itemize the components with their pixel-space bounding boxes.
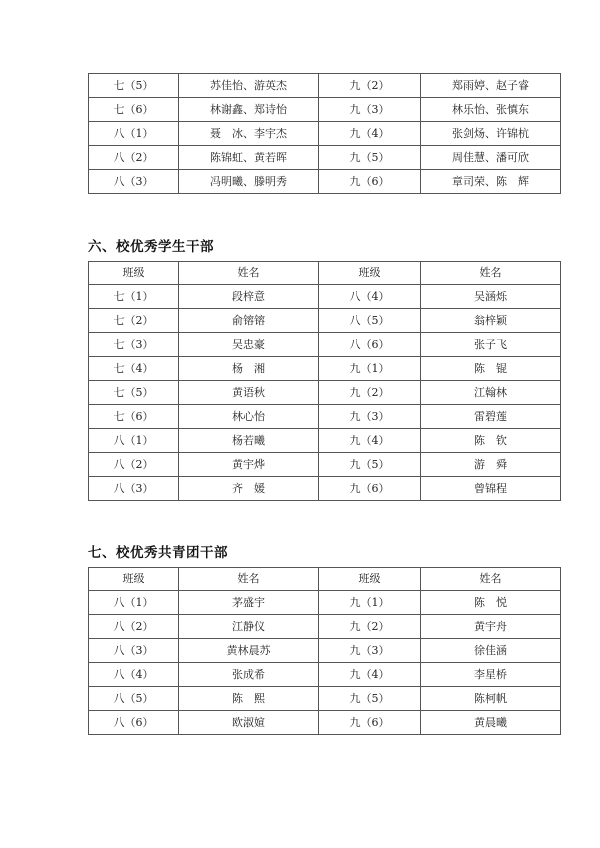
column-header-class: 班级	[89, 262, 179, 285]
class-cell: 九（3）	[319, 98, 421, 122]
table-row	[89, 357, 561, 381]
name-cell: 吴忠豪	[179, 333, 319, 357]
name-cell: 黄林晨苏	[179, 639, 319, 663]
class-cell: 九（1）	[319, 591, 421, 615]
class-cell: 九（4）	[319, 429, 421, 453]
name-cell: 林谢鑫、郑诗怡	[179, 98, 319, 122]
name-cell: 徐佳涵	[421, 639, 561, 663]
class-cell: 七（5）	[89, 74, 179, 98]
name-cell: 游 舜	[421, 453, 561, 477]
class-cell: 九（6）	[319, 170, 421, 194]
class-cell: 八（3）	[89, 477, 179, 501]
column-header-class: 班级	[319, 262, 421, 285]
class-cell: 八（1）	[89, 429, 179, 453]
class-cell: 九（3）	[319, 405, 421, 429]
name-cell: 苏佳怡、游英杰	[179, 74, 319, 98]
class-cell: 八（5）	[319, 309, 421, 333]
class-cell: 九（5）	[319, 146, 421, 170]
name-cell: 黄语秋	[179, 381, 319, 405]
name-cell: 段梓意	[179, 285, 319, 309]
name-cell: 陈锦虹、黄若晖	[179, 146, 319, 170]
name-cell: 陈 熙	[179, 687, 319, 711]
class-cell: 七（6）	[89, 405, 179, 429]
name-cell: 冯明曦、滕明秀	[179, 170, 319, 194]
name-cell: 张子飞	[421, 333, 561, 357]
league-cadre-table	[88, 567, 561, 735]
class-cell: 七（6）	[89, 98, 179, 122]
table-row	[89, 74, 561, 98]
class-cell: 九（4）	[319, 663, 421, 687]
name-cell: 欧淑媗	[179, 711, 319, 735]
class-cell: 八（4）	[89, 663, 179, 687]
student-cadre-table	[88, 261, 561, 501]
column-header-class: 班级	[319, 568, 421, 591]
table-row	[89, 122, 561, 146]
class-cell: 九（1）	[319, 357, 421, 381]
name-cell: 陈 钦	[421, 429, 561, 453]
table-row	[89, 381, 561, 405]
table-row	[89, 309, 561, 333]
name-cell: 章司荣、陈 辉	[421, 170, 561, 194]
table-row	[89, 711, 561, 735]
name-cell: 江静仪	[179, 615, 319, 639]
table-row	[89, 146, 561, 170]
class-cell: 八（3）	[89, 170, 179, 194]
name-cell: 聂 冰、李宇杰	[179, 122, 319, 146]
column-header-name: 姓名	[421, 262, 561, 285]
table-row	[89, 639, 561, 663]
section-7-heading: 七、校优秀共青团干部	[88, 545, 228, 561]
name-cell: 郑雨婷、赵子睿	[421, 74, 561, 98]
table-header-row	[89, 568, 561, 591]
class-cell: 七（2）	[89, 309, 179, 333]
column-header-name: 姓名	[421, 568, 561, 591]
table-row	[89, 405, 561, 429]
column-header-name: 姓名	[179, 568, 319, 591]
class-cell: 九（4）	[319, 122, 421, 146]
class-cell: 九（2）	[319, 74, 421, 98]
name-cell: 陈 悦	[421, 591, 561, 615]
class-cell: 八（2）	[89, 615, 179, 639]
table-row	[89, 477, 561, 501]
name-cell: 李星桥	[421, 663, 561, 687]
class-cell: 八（2）	[89, 146, 179, 170]
class-cell: 八（4）	[319, 285, 421, 309]
class-cell: 八（1）	[89, 122, 179, 146]
name-cell: 俞镕镕	[179, 309, 319, 333]
class-cell: 七（1）	[89, 285, 179, 309]
class-cell: 八（5）	[89, 687, 179, 711]
column-header-name: 姓名	[179, 262, 319, 285]
class-cell: 八（3）	[89, 639, 179, 663]
name-cell: 陈柯帆	[421, 687, 561, 711]
name-cell: 张剑炀、许锦杭	[421, 122, 561, 146]
table-row	[89, 429, 561, 453]
class-cell: 九（6）	[319, 711, 421, 735]
class-cell: 七（3）	[89, 333, 179, 357]
name-cell: 黄宇舟	[421, 615, 561, 639]
table-row	[89, 663, 561, 687]
name-cell: 杨 湘	[179, 357, 319, 381]
name-cell: 陈 锟	[421, 357, 561, 381]
name-cell: 周佳慧、潘可欣	[421, 146, 561, 170]
class-cell: 九（3）	[319, 639, 421, 663]
name-cell: 黄晨曦	[421, 711, 561, 735]
class-cell: 九（5）	[319, 453, 421, 477]
table-row	[89, 285, 561, 309]
name-cell: 雷碧莲	[421, 405, 561, 429]
class-cell: 八（1）	[89, 591, 179, 615]
name-cell: 张成希	[179, 663, 319, 687]
name-cell: 杨若曦	[179, 429, 319, 453]
name-cell: 翁梓颖	[421, 309, 561, 333]
class-cell: 九（2）	[319, 615, 421, 639]
table-header-row	[89, 262, 561, 285]
table-row	[89, 453, 561, 477]
class-cell: 八（6）	[89, 711, 179, 735]
table-row	[89, 591, 561, 615]
class-cell: 七（5）	[89, 381, 179, 405]
name-cell: 吴涵烁	[421, 285, 561, 309]
class-cell: 八（2）	[89, 453, 179, 477]
name-cell: 黄宇烨	[179, 453, 319, 477]
column-header-class: 班级	[89, 568, 179, 591]
table-row	[89, 170, 561, 194]
class-cell: 九（2）	[319, 381, 421, 405]
name-cell: 林乐怡、张慎东	[421, 98, 561, 122]
table-row	[89, 687, 561, 711]
name-cell: 曾锦程	[421, 477, 561, 501]
name-cell: 茅盛宇	[179, 591, 319, 615]
table-row	[89, 333, 561, 357]
table-row	[89, 615, 561, 639]
class-cell: 九（6）	[319, 477, 421, 501]
name-cell: 林心怡	[179, 405, 319, 429]
class-cell: 九（5）	[319, 687, 421, 711]
name-cell: 齐 媛	[179, 477, 319, 501]
class-cell: 七（4）	[89, 357, 179, 381]
award-table-continued	[88, 73, 561, 194]
table-row	[89, 98, 561, 122]
section-6-heading: 六、校优秀学生干部	[88, 239, 214, 255]
class-cell: 八（6）	[319, 333, 421, 357]
name-cell: 江翰林	[421, 381, 561, 405]
